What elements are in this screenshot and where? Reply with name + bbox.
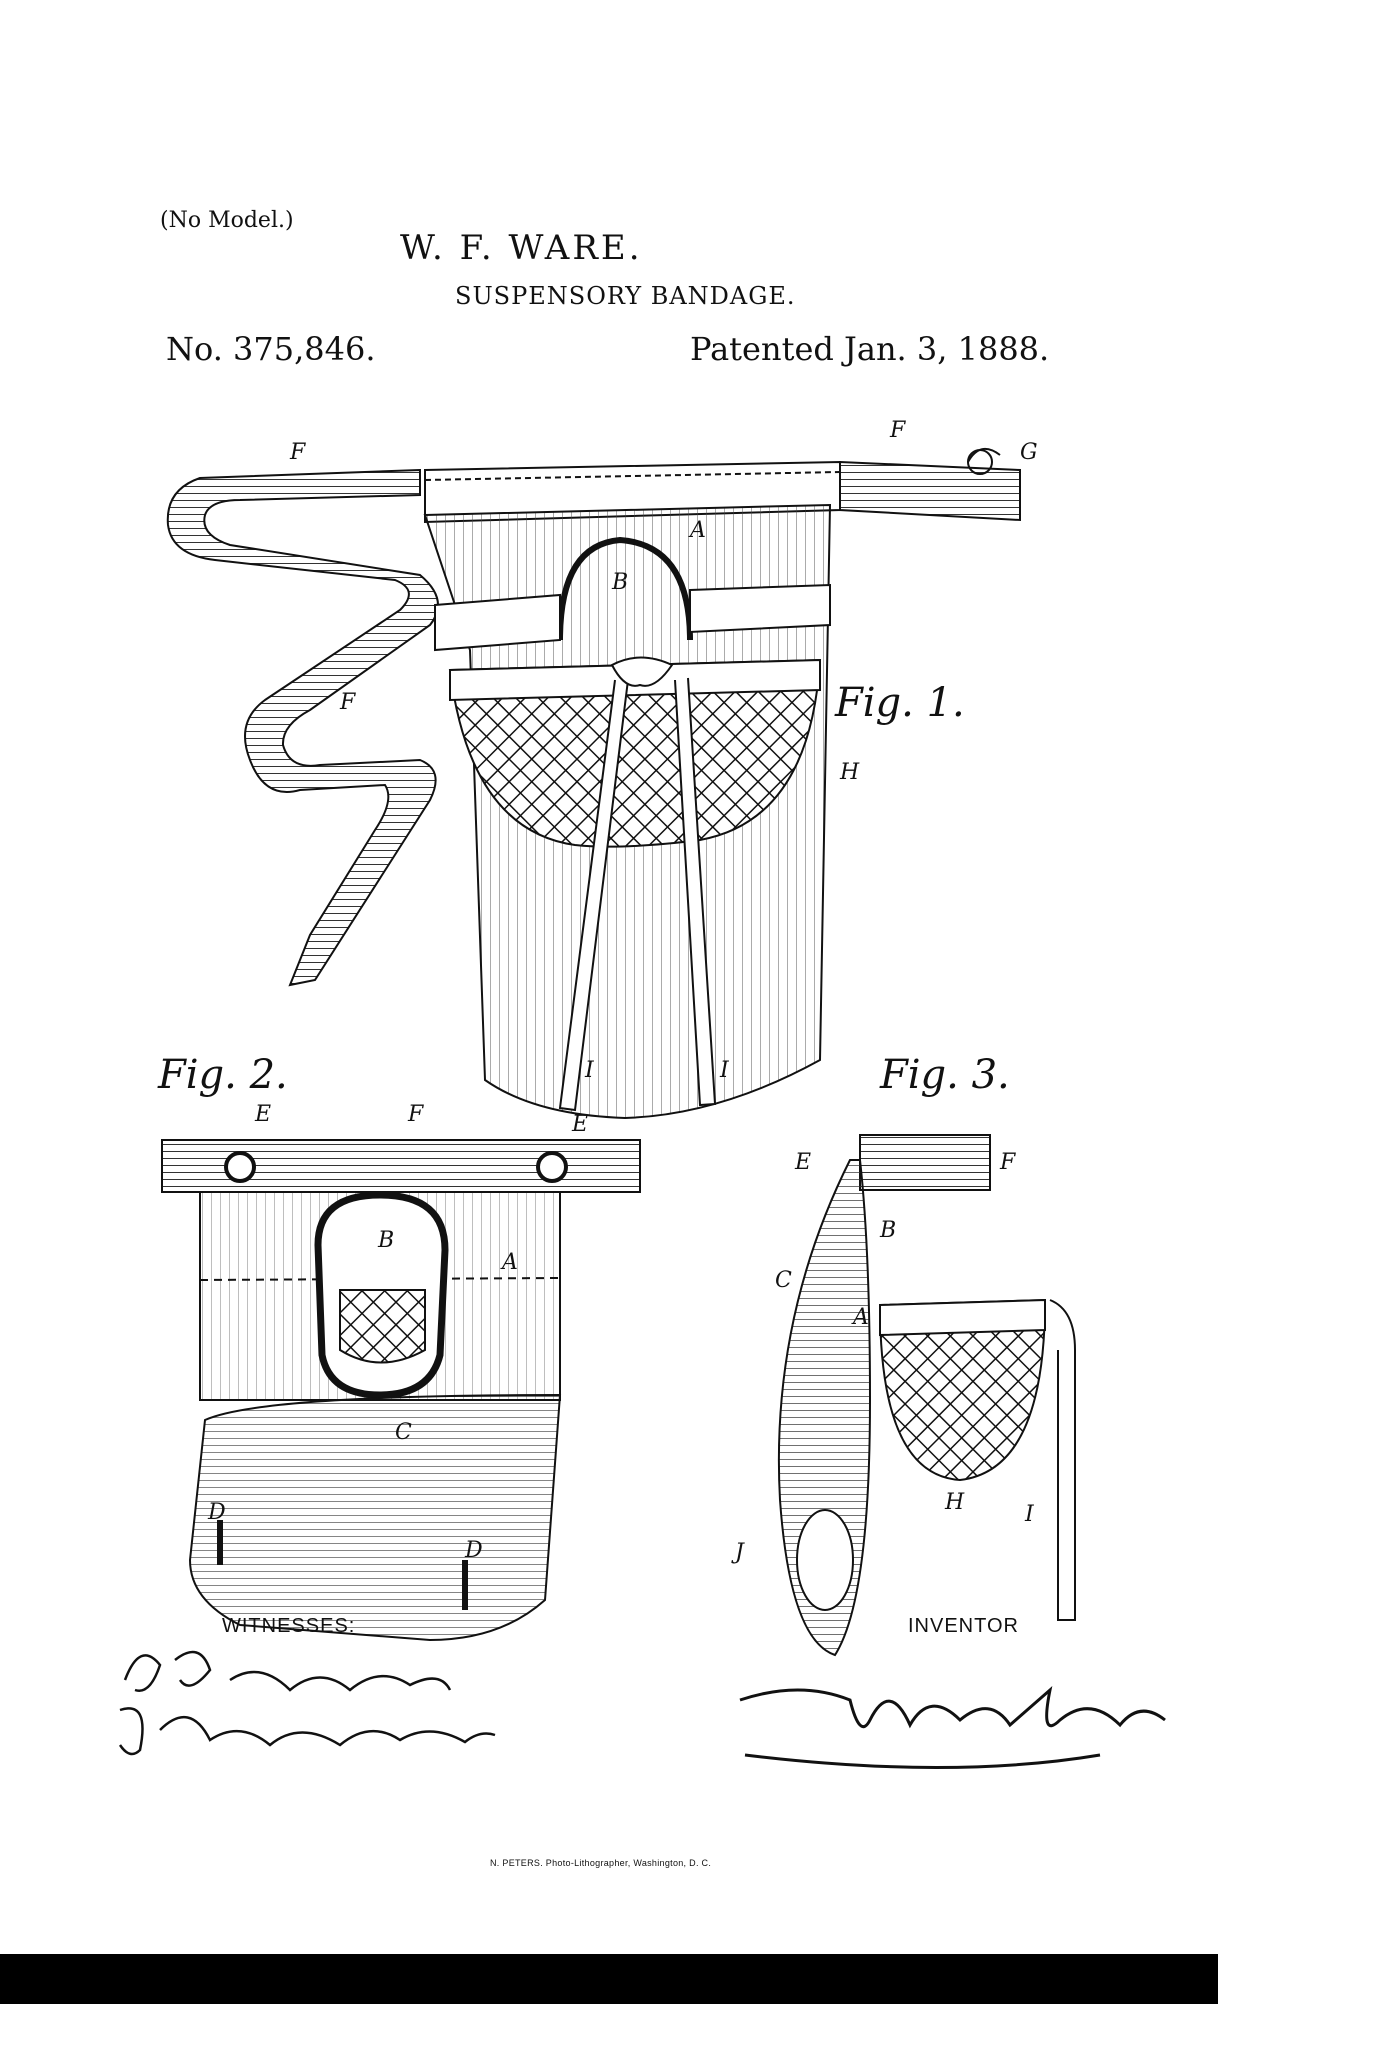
fig-2-caption: Fig. 2.: [158, 1052, 288, 1098]
fig3-pad-j: [797, 1510, 853, 1610]
button-e-left: [226, 1153, 254, 1181]
label-f-fig1-right: F: [890, 418, 906, 443]
label-e-fig2-right: E: [572, 1112, 589, 1137]
label-h-fig3: H: [945, 1490, 965, 1515]
fig2-flap-c: [190, 1395, 560, 1640]
label-h-fig1: H: [840, 760, 860, 785]
lithographer-credit: N. PETERS. Photo-Lithographer, Washington, D. C.: [490, 1858, 712, 1868]
label-j-fig3: J: [735, 1540, 744, 1565]
scan-border-bar: [0, 1954, 1218, 2004]
witness-1-signature: [125, 1652, 450, 1691]
fig-3-caption: Fig. 3.: [880, 1052, 1010, 1098]
no-model-note: (No Model.): [160, 208, 294, 233]
label-d-fig2-right: D: [465, 1538, 483, 1563]
label-a-fig2: A: [502, 1250, 518, 1275]
label-i-fig1-left: I: [585, 1058, 594, 1083]
figure-3-drawing: [779, 1135, 1075, 1655]
label-d-fig2-left: D: [208, 1500, 226, 1525]
label-f-fig1-left: F: [290, 440, 306, 465]
belt-strap-left: [168, 470, 438, 985]
invention-title: SUSPENSORY BANDAGE.: [455, 282, 796, 310]
witness-signatures: [120, 1652, 495, 1754]
patent-number: No. 375,846.: [166, 330, 376, 368]
inventor-signature-graphic: [740, 1690, 1165, 1768]
belt-strap-right: [840, 462, 1020, 520]
label-g-fig1: G: [1020, 440, 1038, 465]
label-i-fig3: I: [1025, 1502, 1034, 1527]
label-b-fig1: B: [612, 570, 629, 595]
figure-2-drawing: [162, 1140, 640, 1640]
label-c-fig3: C: [775, 1268, 792, 1293]
label-e-fig2-left: E: [255, 1102, 272, 1127]
witness-2-signature: [120, 1708, 495, 1754]
patent-date: Patented Jan. 3, 1888.: [690, 330, 1050, 368]
fig3-waistband: [860, 1135, 990, 1190]
label-f-fig3: F: [1000, 1150, 1016, 1175]
label-a-fig3: A: [853, 1305, 869, 1330]
label-e-fig3: E: [795, 1150, 812, 1175]
inventor-label: INVENTOR: [908, 1615, 1019, 1637]
inventor-name: W. F. WARE.: [400, 228, 643, 268]
witnesses-label: WITNESSES:: [222, 1615, 356, 1637]
label-i-fig1-right: I: [720, 1058, 729, 1083]
label-b-fig2: B: [378, 1228, 395, 1253]
label-a-fig1: A: [690, 518, 706, 543]
fig-1-caption: Fig. 1.: [835, 680, 965, 726]
label-f-fig1-mid: F: [340, 690, 356, 715]
label-f-fig2: F: [408, 1102, 424, 1127]
label-b-fig3: B: [880, 1218, 897, 1243]
label-c-fig2: C: [395, 1420, 412, 1445]
figure-1-drawing: [168, 449, 1020, 1118]
fig3-tie-i: [1050, 1300, 1075, 1620]
button-e-right: [538, 1153, 566, 1181]
